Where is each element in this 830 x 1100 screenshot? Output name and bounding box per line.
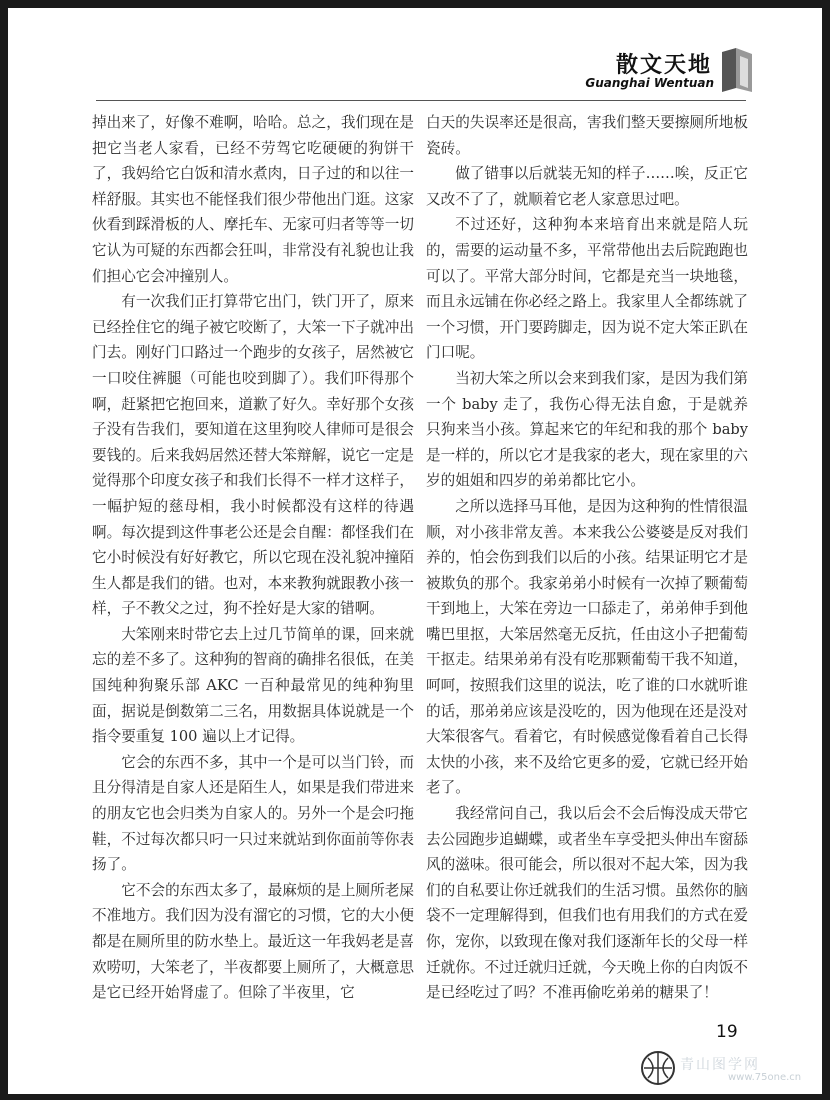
- paragraph: 不过还好，这种狗本来培育出来就是陪人玩的，需要的运动量不多，平常带他出去后院跑跑也可以了。平常大部分时间，它都是充当一块地毯，而且永远铺在你必经之路上。我家里人全都练就了一个习惯，开门要跨脚走，因为说不定大笨正趴在门口呢。: [426, 216, 748, 362]
- paragraph: 我经常问自己，我以后会不会后悔没成天带它去公园跑步追蝴蝶，或者坐车享受把头伸出车窗舔风的滋味。很可能会，所以很对不起大笨，因为我们的自私要让你迁就我们的生活习惯。虽然你的脑袋不一定理解得到，但我们也有用我们的方式在爱你，宠你，以致现在像对我们逐渐年长的父母一样迁就你。不过迁就归迁就，今天晚上你的白肉饭不是已经吃过了吗？不准再偷吃弟弟的糖果了！: [426, 805, 748, 1002]
- watermark-url: www.75one.cn: [728, 1072, 802, 1083]
- book-icon: [722, 48, 752, 92]
- watermark-text: 青山图学网: [680, 1057, 760, 1073]
- paragraph: 之所以选择马耳他，是因为这种狗的性情很温顺，对小孩非常友善。本来我公公婆婆是反对我们养的，怕会伤到我们以后的小孩。结果证明它才是被欺负的那个。我家弟弟小时候有一次掉了颗葡萄干到地上，大笨在旁边一口舔走了，弟弟伸手到他嘴巴里抠，大笨居然毫无反抗，任由这小子把葡萄干抠走。结果弟弟有没有吃那颗葡萄干我不知道，呵呵，按照我们这里的说法，吃了谁的口水就听谁的话，那弟弟应该是没吃的，因为他现在还是没对大笨很客气。看着它，有时候感觉像看着自己长得太快的小孩，来不及给它更多的爱，它就已经开始老了。: [426, 497, 748, 797]
- section-subtitle: Guanghai Wentuan: [585, 76, 714, 90]
- section-title: 散文天地: [615, 53, 712, 78]
- header-rule: [96, 100, 746, 101]
- magazine-page: [8, 8, 822, 1094]
- paragraph: 它不会的东西太多了，最麻烦的是上厕所老屎不准地方。我们因为没有溜它的习惯，它的大小便都是在厕所里的防水垫上。最近这一年我妈老是喜欢唠叨，大笨老了，半夜都要上厕所了，大概意思是它已经开始肾虚了。但除了半夜里，它: [92, 881, 414, 1002]
- paragraph: 掉出来了，好像不难啊，哈哈。总之，我们现在是把它当老人家看，已经不劳驾它吃硬硬的狗饼干了，我妈给它白饭和清水煮肉，日子过的和以往一样舒服。其实也不能怪我们很少带他出门逛。这家伙看到踩滑板的人、摩托车、无家可归者等等一切它认为可疑的东西都会狂叫，非常没有礼貌也让我们担心它会冲撞别人。: [92, 114, 414, 285]
- paragraph: 它会的东西不多，其中一个是可以当门铃，而且分得清是自家人还是陌生人，如果是我们带进来的朋友它也会归类为自家人的。另外一个是会叼拖鞋，不过每次都只叼一只过来就站到你面前等你表扬了。: [92, 753, 414, 874]
- one-logo-icon: [640, 1050, 676, 1086]
- paragraph: 有一次我们正打算带它出门，铁门开了，原来已经拴住它的绳子被它咬断了，大笨一下子就冲出门去。刚好门口路过一个跑步的女孩子，居然被它一口咬住裤腿（可能也咬到脚了）。我们吓得那个啊，赶紧把它抱回来，道歉了好久。幸好那个女孩子没有告我们，要知道在这里狗咬人律师可是很会要钱的。后来我妈居然还替大笨辩解，说它一定是觉得那个印度女孩子和我们长得不一样才这样子，一幅护短的慈母相，我小时候都没有这样的待遇啊。每次提到这件事老公还是会自醒：都怪我们在它小时候没有好好教它，所以它现在没礼貌冲撞陌生人都是我们的错。也对，本来教狗就跟教小孩一样，子不教父之过，狗不拴好是大家的错啊。: [92, 293, 414, 618]
- paragraph: 做了错事以后就装无知的样子……唉，反正它又改不了了，就顺着它老人家意思过吧。: [426, 165, 748, 208]
- paragraph: 当初大笨之所以会来到我们家，是因为我们第一个 baby 走了，我伤心得无法自愈，于是就养只狗来当小孩。算起来它的年纪和我的那个 baby 是一样的，所以它才是我家的老大，现在家里的六岁的姐姐和四岁的弟弟都比它小。: [426, 369, 748, 490]
- left-column: [92, 110, 414, 1006]
- paragraph: 大笨刚来时带它去上过几节简单的课，回来就忘的差不多了。这种狗的智商的确排名很低，在美国纯种狗聚乐部 AKC 一百种最常见的纯种狗里面，据说是倒数第二三名，用数据具体说就是一个指令要重复 100 遍以上才记得。: [92, 625, 414, 746]
- page-number: 19: [716, 1022, 738, 1042]
- right-column: [426, 110, 748, 1006]
- watermark: [640, 1050, 820, 1090]
- paragraph: 白天的失误率还是很高，害我们整天要擦厕所地板瓷砖。: [426, 114, 748, 157]
